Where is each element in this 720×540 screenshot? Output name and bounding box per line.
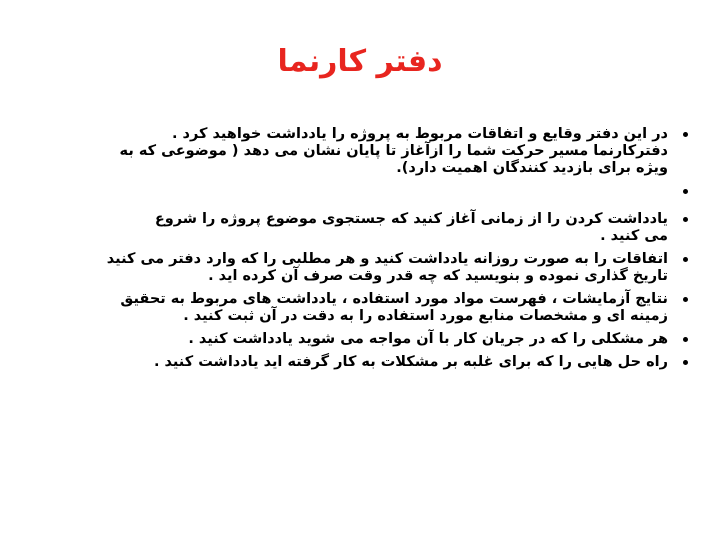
- bullet-list: [50, 126, 690, 377]
- bullet-item: [50, 331, 690, 348]
- bullet-line: دفترکارنما مسیر حرکت شما را ازآغاز تا پایان نشان می دهد ( موضوعی که به: [119, 143, 668, 159]
- bullet-line: هر مشکلی را که در جریان کار با آن مواجه می شوید یادداشت کنید .: [188, 331, 668, 347]
- bullet-line: ویژه برای بازدید کنندگان اهمیت دارد).: [396, 160, 668, 176]
- slide-title: دفتر کارنما: [277, 44, 443, 79]
- bullet-item: [50, 211, 690, 245]
- bullet-dot-icon: [683, 189, 688, 194]
- bullet-item-empty: [50, 183, 690, 200]
- bullet-dot-icon: [683, 132, 688, 137]
- bullet-dot-icon: [683, 217, 688, 222]
- bullet-line: در این دفتر وقایع و اتفاقات مربوط به پروژه را یادداشت خواهید کرد .: [171, 126, 668, 142]
- bullet-line: یادداشت کردن را از زمانی آغاز کنید که جستجوی موضوع پروژه را شروع: [154, 211, 668, 227]
- bullet-item: [50, 251, 690, 285]
- bullet-item: [50, 354, 690, 371]
- bullet-dot-icon: [683, 297, 688, 302]
- bullet-dot-icon: [683, 337, 688, 342]
- bullet-dot-icon: [683, 360, 688, 365]
- bullet-item: [50, 126, 690, 177]
- bullet-item: [50, 291, 690, 325]
- bullet-line: می کنید .: [600, 228, 668, 244]
- bullet-line: زمینه ای و مشخصات منابع مورد استفاده را به دقت در آن ثبت کنید .: [183, 308, 668, 324]
- bullet-line: اتفاقات را به صورت روزانه یادداشت کنید و هر مطلبی را که وارد دفتر می کنید: [106, 251, 668, 267]
- bullet-line: تاریخ گذاری نموده و بنویسید که چه قدر وقت صرف آن کرده اید .: [208, 268, 668, 284]
- bullet-dot-icon: [683, 257, 688, 262]
- bullet-line: نتایج آزمایشات ، فهرست مواد مورد استفاده ، یادداشت های مربوط به تحقیق: [120, 291, 668, 307]
- bullet-line: راه حل هایی را که برای غلبه بر مشکلات به کار گرفته اید یادداشت کنید .: [153, 354, 668, 370]
